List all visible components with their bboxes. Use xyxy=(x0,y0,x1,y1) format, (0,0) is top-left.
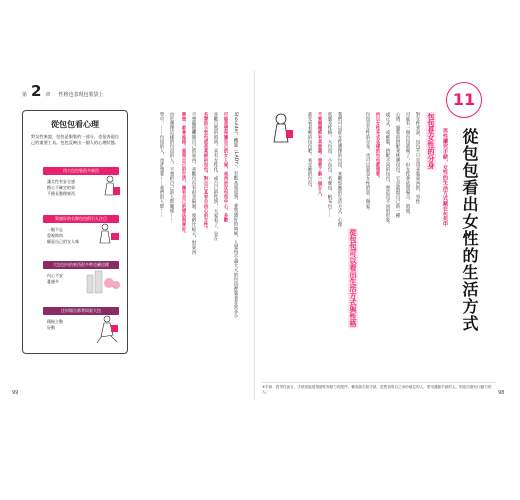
woman-with-bag-illustration xyxy=(99,175,121,199)
body-text-column: 學中，……包包的人，也許想要……我們的人際…… xyxy=(159,112,164,218)
body-text-column: 可能有一個包包就夠了，但女性會依照場合、時間、 xyxy=(405,112,410,218)
body-text-column: 由於選擇這樣的包包的人，不想把自己的人際關係…… xyxy=(169,112,174,223)
chapter-title: 性格也表現包裝袋上 xyxy=(58,92,104,98)
sidebar-section-label: 任何場合都背同款大包 xyxy=(43,307,119,315)
bullet-item: 重視時尚 xyxy=(47,233,63,238)
bullet-item: 積極主動 xyxy=(47,319,63,324)
page-subtitle: 男性讀完手錶，女性的生活方式藏在包包中 xyxy=(442,128,448,227)
body-text-column-highlight: 不管哪種都有其意義。想要了解一個女人， xyxy=(317,112,322,200)
page-title: 從包包看出女性的生活方式 xyxy=(460,128,479,332)
body-text-column-highlight: 所以女性各式各樣的包包都想要。 xyxy=(375,112,380,181)
bullet-item: 一眼不忘 xyxy=(47,227,63,232)
sidebar-section-label: 質感好的名牌包包很引人注目 xyxy=(43,215,119,223)
running-woman-illustration xyxy=(95,315,121,345)
body-text-column: 對女性來說，包包不只是用來裝東西的，男性 xyxy=(415,112,420,204)
chapter-prefix: 第 xyxy=(22,92,28,98)
body-text-column: 就先看看她的包包吧。看完她的包包， xyxy=(307,112,312,191)
bullet-item: 讓女性有安全感 xyxy=(47,179,75,184)
body-text-column-highlight: 夢想：都會風格。重視自己的生活，擁有自己的想法與喜好。 xyxy=(181,112,186,237)
body-text-column-highlight: 可能是想保護自己的女人味，東西放在包包中心，多數 xyxy=(223,112,228,223)
bullet-item: 憂慮多 xyxy=(47,279,59,284)
sidebar-section-label: 大包包內的東西很多時也屬這樣 xyxy=(43,261,119,269)
sidebar-bullets xyxy=(47,179,97,197)
chapter-header xyxy=(22,84,103,99)
section-number-badge: 11 xyxy=(446,82,482,118)
footnote: ※手錶：對男性而言，手錶是能展現個性與財力的配件。戴高級名錶手錶，是想表現自己身份地位的人，愛用運動手錶的人，則是活潑有行動力的人。 xyxy=(262,382,496,395)
bullet-item: 願意自己的女人味 xyxy=(47,239,79,244)
page-number-right: 98 xyxy=(498,390,505,396)
woman-with-handbag-illustration xyxy=(95,223,121,247)
body-text-column: 狀態及性格。大包包、小包包、名牌包、帆布包…… xyxy=(327,112,332,218)
bullet-item: 擔心不確定的事 xyxy=(47,185,75,190)
body-text-column: 不想隨便攤開自己的東西，喜歡包包有很多隔層，收納比較大，對東西 xyxy=(191,112,196,255)
sidebar-box xyxy=(22,110,128,354)
bullet-item: 好動 xyxy=(47,325,55,330)
sidebar-intro: 對女性來說，包包是服裝的一部分，也是表現自己的重要工具。包包反映出一個人的心理狀態。 xyxy=(31,134,119,145)
section-heading: 從包包可以看出生活方式與性格 xyxy=(349,229,357,327)
body-text-column-highlight: 名牌的小型包或是高級的包包，對自己具有自信心的女性。 xyxy=(203,112,208,232)
body-text-column: 喜歡自然的時尚。具有女性化，或自已的性別，大家看了，是在 xyxy=(213,112,218,241)
chapter-number: 2 xyxy=(31,82,42,100)
body-text-column: 我們可以從女性選擇的包包，來觀察她的生活方式、心理 xyxy=(337,112,342,227)
page-number-left: 99 xyxy=(12,390,19,396)
city-trees-illustration xyxy=(85,269,121,295)
sidebar-bullets xyxy=(47,227,97,245)
body-text-column: 或正式，或輕鬆，搭配不同的包包，塑造出不同的形象。 xyxy=(385,112,390,227)
woman-icon xyxy=(268,112,294,152)
body-text-column: Shoulder，機能（LADY），有點高貴成熟，會質感好的時候，人覺得不盡大大的包包裡裝著非常多小 xyxy=(233,112,238,319)
sidebar-section-label: 用大包包裝很多東西 xyxy=(43,167,119,175)
section-heading: 包包是女性的分身 xyxy=(427,113,435,169)
sidebar-bullets xyxy=(47,319,97,331)
bullet-item: 不擅長整理東西 xyxy=(47,191,75,196)
bullet-item: 內心不安 xyxy=(47,273,63,278)
chapter-suffix: 章 xyxy=(45,92,51,98)
sidebar-title: 從包包看心理 xyxy=(51,120,99,129)
body-text-column: 包包是女性的分身，也可以說是女性的第二個家。 xyxy=(365,112,370,214)
body-text-column: 心情、服裝的搭配來挑選包包。它是展現自己的一種 xyxy=(395,112,400,218)
